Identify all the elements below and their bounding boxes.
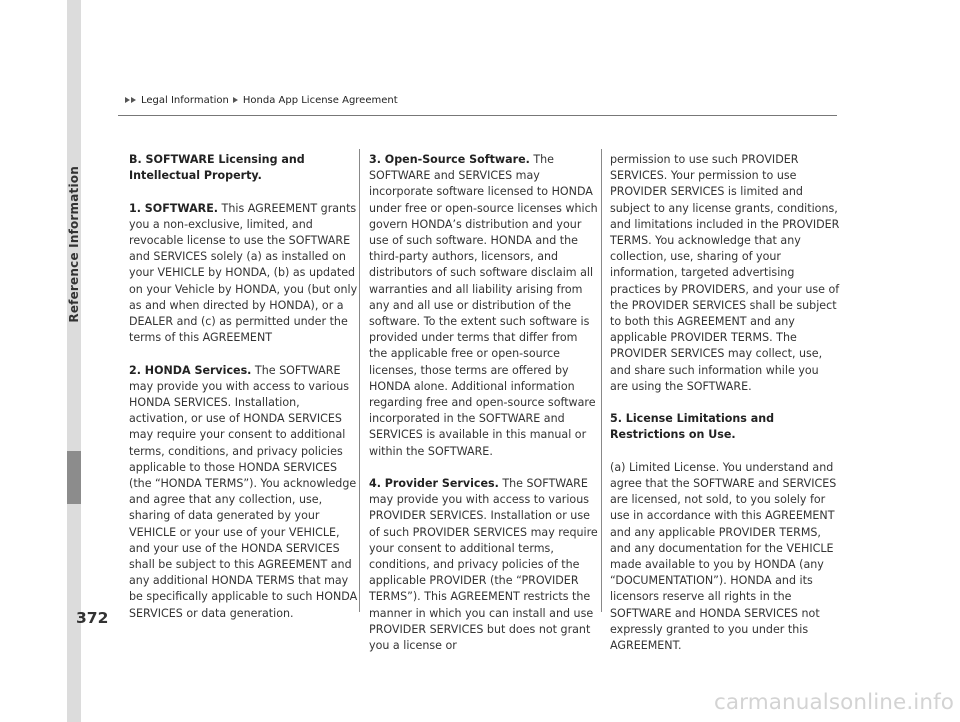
breadcrumb-section[interactable]: Legal Information (141, 94, 229, 106)
chevron-right-icon (233, 97, 238, 103)
paragraph-body: The SOFTWARE and SERVICES may incorporate software licensed to HONDA under free or open-source licenses which govern HONDA’s distribution and your use of such software. HONDA and the third-party authors, licensors, and distributors of such software disclaim all warranties and all liability arising from any and all use or distribution of the software. To the extent such software is provided under terms that differ from the applicable free or open-source licenses, those terms are offered by HONDA alone. Additional information regarding free and open-source software incorporated in the SOFTWARE and SERVICES is available in this manual or within the SOFTWARE. (369, 153, 598, 458)
text-column-1 (129, 152, 359, 622)
paragraph-limited-license: (a) Limited License. You understand and agree that the SOFTWARE and SERVICES are licensed, not sold, to you solely for use in accordance with this AGREEMENT and any applicable PROVIDER TERMS, and any documentation for the VEHICLE made available to you by HONDA (any “DOCUMENTATION”). HONDA and its licensors reserve all rights in the SOFTWARE and HONDA SERVICES not expressly granted to you under this AGREEMENT. (610, 460, 837, 653)
chevron-right-icon (125, 97, 130, 103)
watermark: carmanualsonline.info (713, 690, 954, 715)
chevron-right-icon (131, 97, 136, 103)
section-5-heading: 5. License Limitations and Restrictions on Use. (610, 412, 775, 442)
sidebar-section-marker (67, 451, 81, 504)
text-column-2 (369, 152, 599, 654)
paragraph-body: This AGREEMENT grants you a non-exclusive, limited, and revocable license to use the SOFTWARE and SERVICES solely (a) as installed on your VEHICLE by HONDA, (b) as updated on your Vehicle by HONDA, you (but only as and when directed by HONDA), or a DEALER and (c) as permitted under the terms of this AGREEMENT (129, 201, 358, 345)
section-b-heading: B. SOFTWARE Licensing and Intellectual Property. (129, 153, 305, 183)
breadcrumb-page[interactable]: Honda App License Agreement (242, 94, 398, 106)
paragraph-heading: 2. HONDA Services. (129, 363, 252, 377)
paragraph-provider-services (369, 476, 599, 654)
paragraph-body: The SOFTWARE may provide you with access to various PROVIDER SERVICES. Installation or use of such PROVIDER SERVICES may require your consent to additional terms, conditions, and privacy policies of the applicable PROVIDER (the “PROVIDER TERMS”). This AGREEMENT restricts the manner in which you can install and use PROVIDER SERVICES but does not grant you a license or (369, 477, 598, 653)
sidebar-label-text: Reference Information (67, 165, 81, 323)
paragraph-body: The SOFTWARE may provide you with access to various HONDA SERVICES. Installation, activation, or use of HONDA SERVICES may require your consent to additional terms, conditions, and privacy policies applicable to those HONDA SERVICES (the “HONDA TERMS”). You acknowledge and agree that any collection, use, sharing of data generated by your VEHICLE or your use of your VEHICLE, and your use of the HONDA SERVICES shall be subject to this AGREEMENT and any additional HONDA TERMS that may be specifically applicable to such HONDA SERVICES or data generation. (129, 363, 358, 620)
paragraph-heading: 4. Provider Services. (369, 477, 499, 491)
paragraph-open-source (369, 152, 599, 460)
column-divider (601, 149, 602, 612)
text-column-3 (610, 152, 840, 654)
paragraph-heading: 3. Open-Source Software. (369, 153, 530, 166)
sidebar-section-label (58, 94, 90, 394)
page-number: 372 (76, 609, 109, 627)
breadcrumb (125, 93, 398, 107)
column-divider (359, 149, 360, 612)
paragraph-software (129, 201, 359, 347)
paragraph-honda-services (129, 363, 359, 622)
paragraph-provider-cont: permission to use such PROVIDER SERVICES. Your permission to use PROVIDER SERVICES is limited and subject to any license grants, conditions, and limitations included in the PROVIDER TERMS. You acknowledge that any collection, use, sharing of your information, targeted advertising practices by PROVIDERS, and your use of the PROVIDER SERVICES shall be subject to both this AGREEMENT and any applicable PROVIDER TERMS. The PROVIDER SERVICES may collect, use, and share such information while you are using the SOFTWARE. (610, 153, 840, 393)
header-divider (118, 115, 837, 116)
paragraph-heading: 1. SOFTWARE. (129, 201, 219, 215)
